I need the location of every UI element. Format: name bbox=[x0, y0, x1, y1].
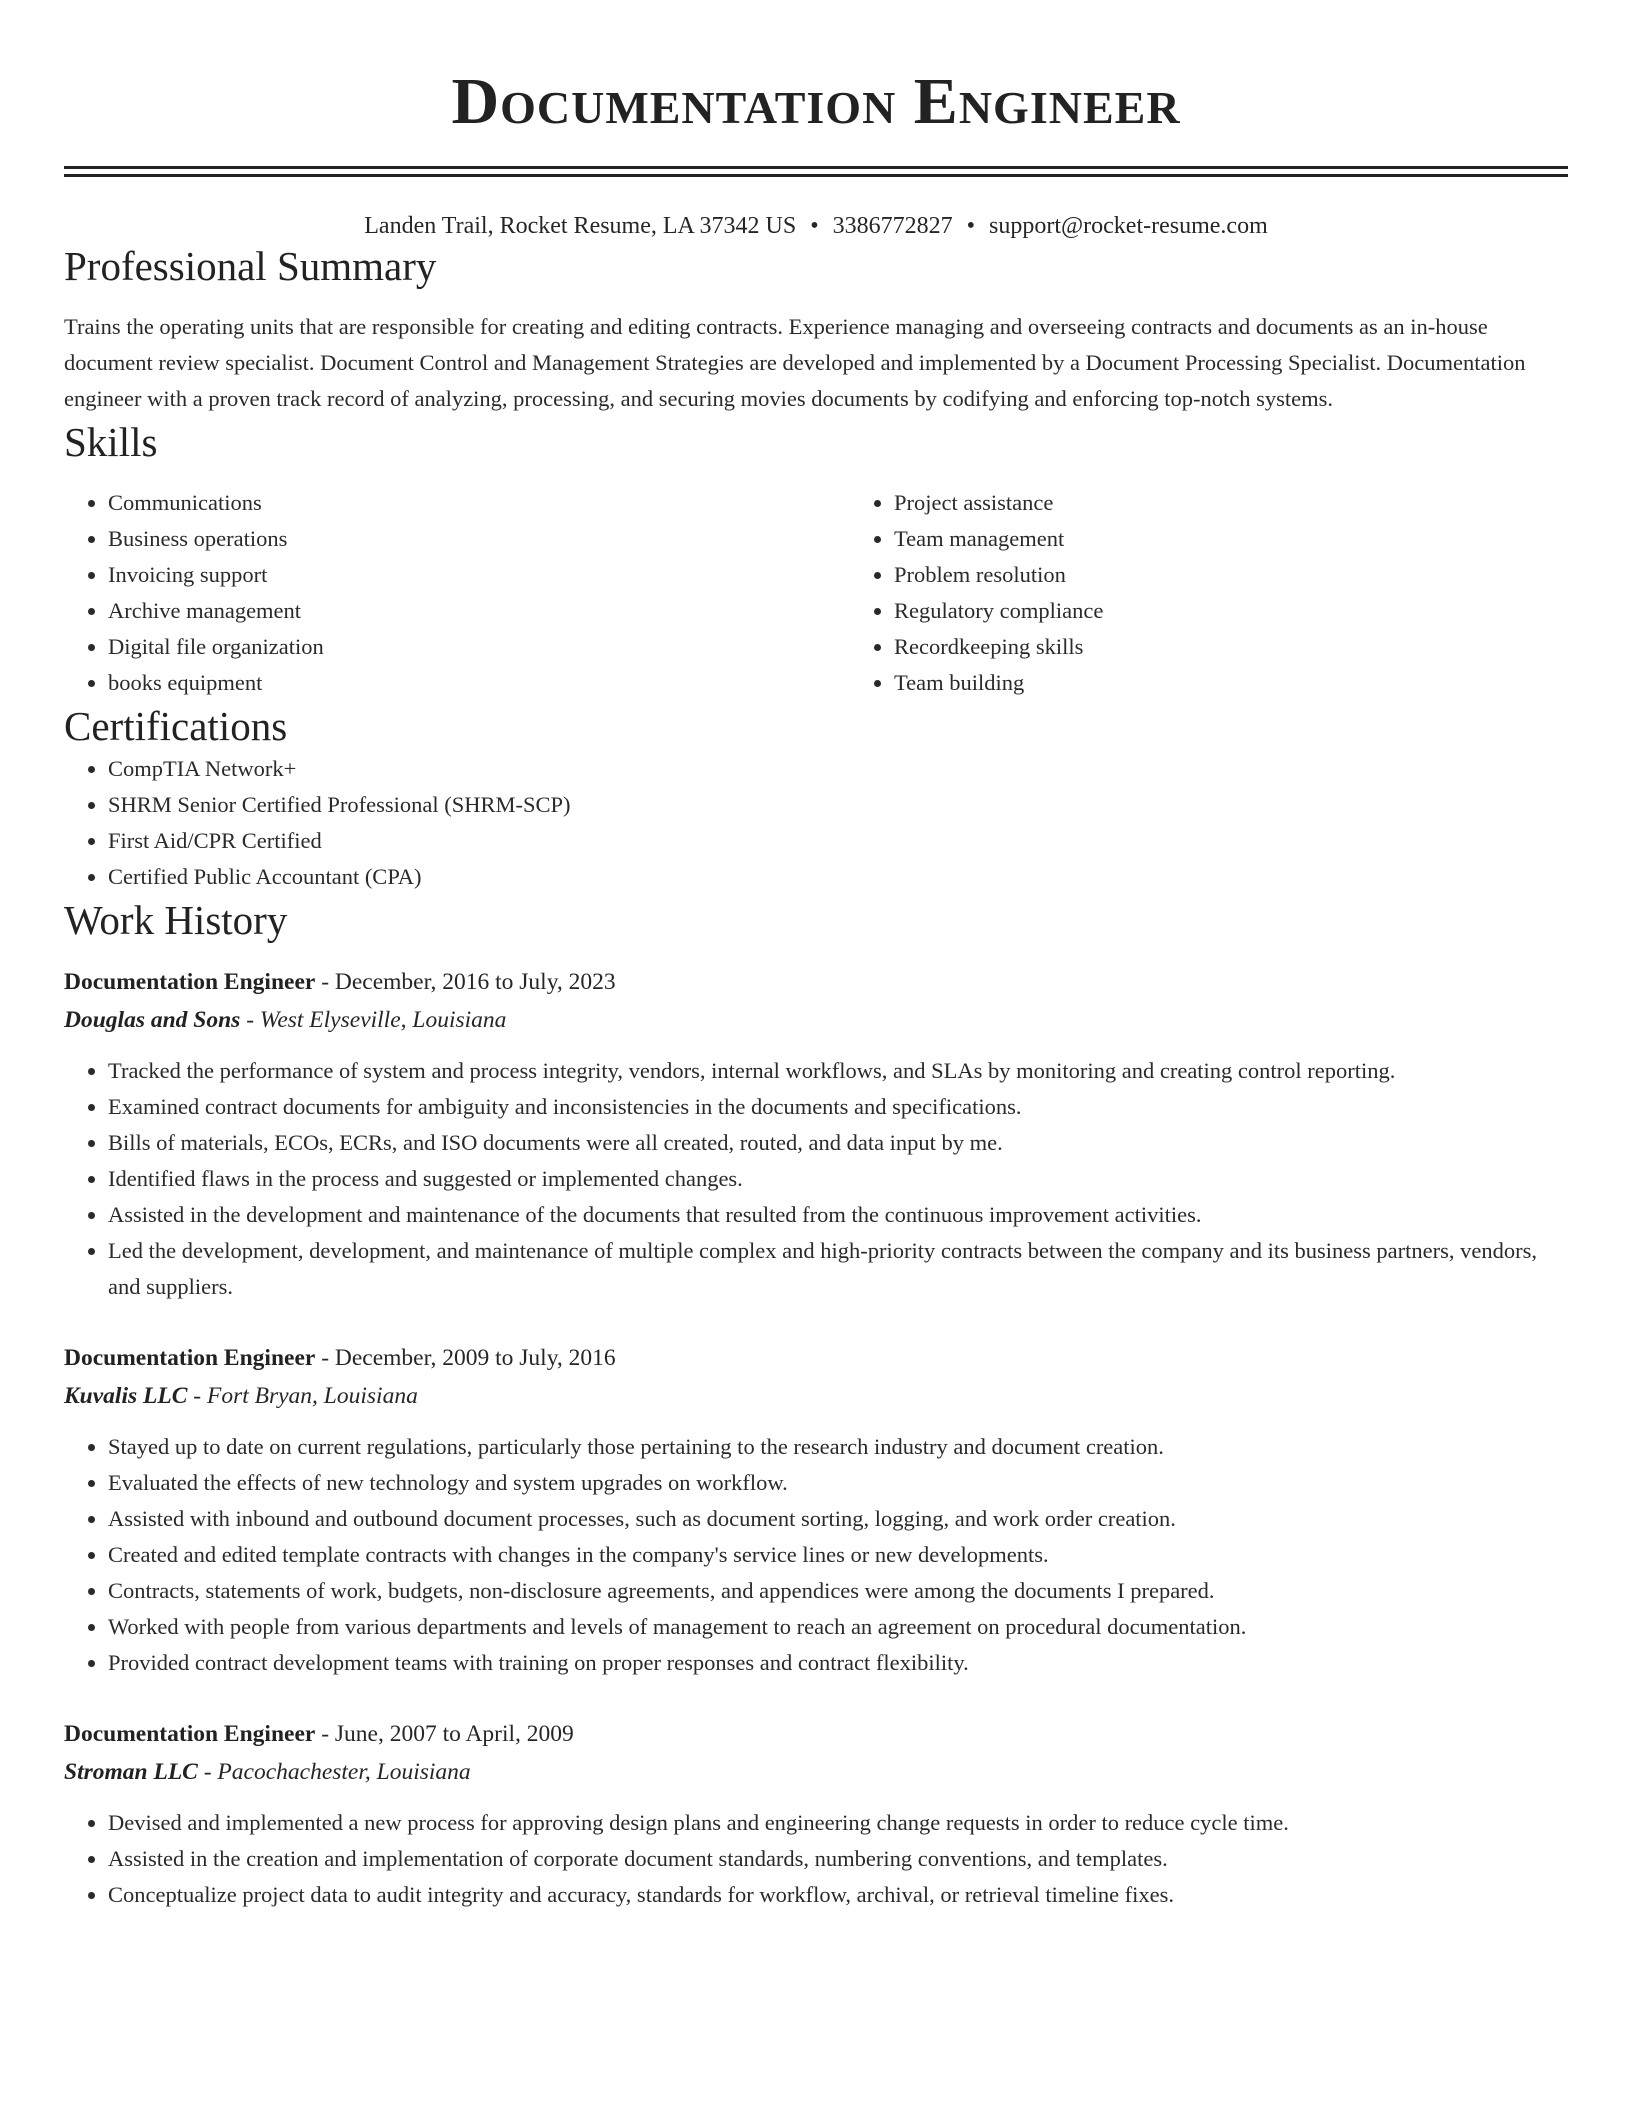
skills-heading: Skills bbox=[64, 419, 158, 465]
job-dates: - December, 2009 to July, 2016 bbox=[315, 1345, 616, 1371]
job-bullet: • Led the development, development, and maintenance of multiple complex and high-priority contracts between the company and its business partners, vendors, and suppliers. bbox=[108, 1233, 1568, 1305]
skill-item: • books equipment bbox=[108, 665, 850, 701]
skill-item: • Team building bbox=[894, 665, 1632, 701]
job-company-line bbox=[64, 1753, 1568, 1791]
job-bullet: • Conceptualize project data to audit integrity and accuracy, standards for workflow, archival, or retrieval timeline fixes. bbox=[108, 1877, 1568, 1913]
contact-email: support@rocket-resume.com bbox=[989, 213, 1268, 239]
job-bullet: • Provided contract development teams with training on proper responses and contract flexibility. bbox=[108, 1645, 1568, 1681]
contact-separator: • bbox=[966, 213, 976, 239]
skill-item: • Digital file organization bbox=[108, 629, 850, 665]
contact-separator: • bbox=[810, 213, 819, 239]
skill-item: • Team management bbox=[894, 521, 1632, 557]
job-entry bbox=[64, 963, 1568, 1305]
certification-item: • SHRM Senior Certified Professional (SHRM-SCP) bbox=[108, 787, 1568, 823]
job-bullet: • Bills of materials, ECOs, ECRs, and ISO documents were all created, routed, and data input by me. bbox=[108, 1125, 1568, 1161]
job-bullet: • Created and edited template contracts with changes in the company's service lines or new developments. bbox=[108, 1537, 1568, 1573]
job-bullet: • Examined contract documents for ambiguity and inconsistencies in the documents and specifications. bbox=[108, 1089, 1568, 1125]
skills-list-left bbox=[64, 485, 850, 701]
skill-item: • Project assistance bbox=[894, 485, 1632, 521]
job-location: - West Elyseville, Louisiana bbox=[240, 1007, 507, 1033]
title-rule-bottom bbox=[64, 174, 1568, 177]
job-bullet: • Worked with people from various departments and levels of management to reach an agreement on procedural documentation. bbox=[108, 1609, 1568, 1645]
skill-item: • Regulatory compliance bbox=[894, 593, 1632, 629]
certifications-heading: Certifications bbox=[64, 703, 288, 749]
job-bullet: • Contracts, statements of work, budgets, non-disclosure agreements, and appendices were among the documents I prepared. bbox=[108, 1573, 1568, 1609]
skill-item: • Recordkeeping skills bbox=[894, 629, 1632, 665]
contact-phone: 3386772827 bbox=[832, 213, 953, 239]
job-bullet: • Tracked the performance of system and process integrity, vendors, internal workflows, and SLAs by monitoring and creating control reporting. bbox=[108, 1053, 1568, 1089]
certifications-list bbox=[64, 751, 1568, 895]
skill-item: • Business operations bbox=[108, 521, 850, 557]
job-company: Stroman LLC bbox=[64, 1759, 198, 1785]
job-bullet: • Evaluated the effects of new technology and system upgrades on workflow. bbox=[108, 1465, 1568, 1501]
job-bullet: • Assisted in the development and maintenance of the documents that resulted from the continuous improvement activities. bbox=[108, 1197, 1568, 1233]
summary-heading: Professional Summary bbox=[64, 243, 437, 289]
job-bullet: • Stayed up to date on current regulations, particularly those pertaining to the research industry and document creation. bbox=[108, 1429, 1568, 1465]
resume-page bbox=[64, 0, 1568, 1913]
certification-item: • First Aid/CPR Certified bbox=[108, 823, 1568, 859]
work-history-heading: Work History bbox=[64, 897, 288, 943]
job-title-line bbox=[64, 1715, 1568, 1753]
job-dates: - June, 2007 to April, 2009 bbox=[315, 1721, 574, 1747]
job-role: Documentation Engineer bbox=[64, 969, 316, 995]
job-bullets bbox=[64, 1053, 1568, 1305]
summary-text: Trains the operating units that are responsible for creating and editing contracts. Experience managing and overseeing contracts and documents as an in-house document review specialist. Document Control and Management Strategies are developed and implemented by a Document Processing Specialist. Documentation engineer with a proven track record of analyzing, processing, and securing movies documents by codifying and enforcing top-notch systems. bbox=[64, 314, 1526, 411]
certification-item: • CompTIA Network+ bbox=[108, 751, 1568, 787]
skill-item: • Archive management bbox=[108, 593, 850, 629]
job-dates: - December, 2016 to July, 2023 bbox=[315, 969, 616, 995]
contact-address: Landen Trail, Rocket Resume, LA 37342 US bbox=[364, 213, 797, 239]
skills-grid bbox=[64, 485, 1568, 701]
job-company-line bbox=[64, 1001, 1568, 1039]
job-bullet: • Assisted in the creation and implementation of corporate document standards, numbering conventions, and templates. bbox=[108, 1841, 1568, 1877]
title-rule-top bbox=[64, 166, 1568, 169]
job-bullets bbox=[64, 1805, 1568, 1913]
skill-item: • Invoicing support bbox=[108, 557, 850, 593]
skill-item: • Communications bbox=[108, 485, 850, 521]
skill-item: • Problem resolution bbox=[894, 557, 1632, 593]
job-bullets bbox=[64, 1429, 1568, 1681]
job-bullet: • Assisted with inbound and outbound document processes, such as document sorting, logging, and work order creation. bbox=[108, 1501, 1568, 1537]
job-bullet: • Devised and implemented a new process for approving design plans and engineering change requests in order to reduce cycle time. bbox=[108, 1805, 1568, 1841]
resume-title: Documentation Engineer bbox=[451, 65, 1181, 138]
job-role: Documentation Engineer bbox=[64, 1721, 316, 1747]
job-entry bbox=[64, 1339, 1568, 1681]
job-title-line bbox=[64, 1339, 1568, 1377]
job-company-line bbox=[64, 1377, 1568, 1415]
skills-list-right bbox=[850, 485, 1632, 701]
job-bullet: • Identified flaws in the process and suggested or implemented changes. bbox=[108, 1161, 1568, 1197]
job-role: Documentation Engineer bbox=[64, 1345, 316, 1371]
job-title-line bbox=[64, 963, 1568, 1001]
certification-item: • Certified Public Accountant (CPA) bbox=[108, 859, 1568, 895]
job-location: - Fort Bryan, Louisiana bbox=[187, 1383, 418, 1409]
job-location: - Pacochachester, Louisiana bbox=[197, 1759, 471, 1785]
job-entry bbox=[64, 1715, 1568, 1913]
job-company: Kuvalis LLC bbox=[64, 1383, 188, 1409]
contact-line bbox=[64, 211, 1568, 241]
job-company: Douglas and Sons bbox=[64, 1007, 241, 1033]
